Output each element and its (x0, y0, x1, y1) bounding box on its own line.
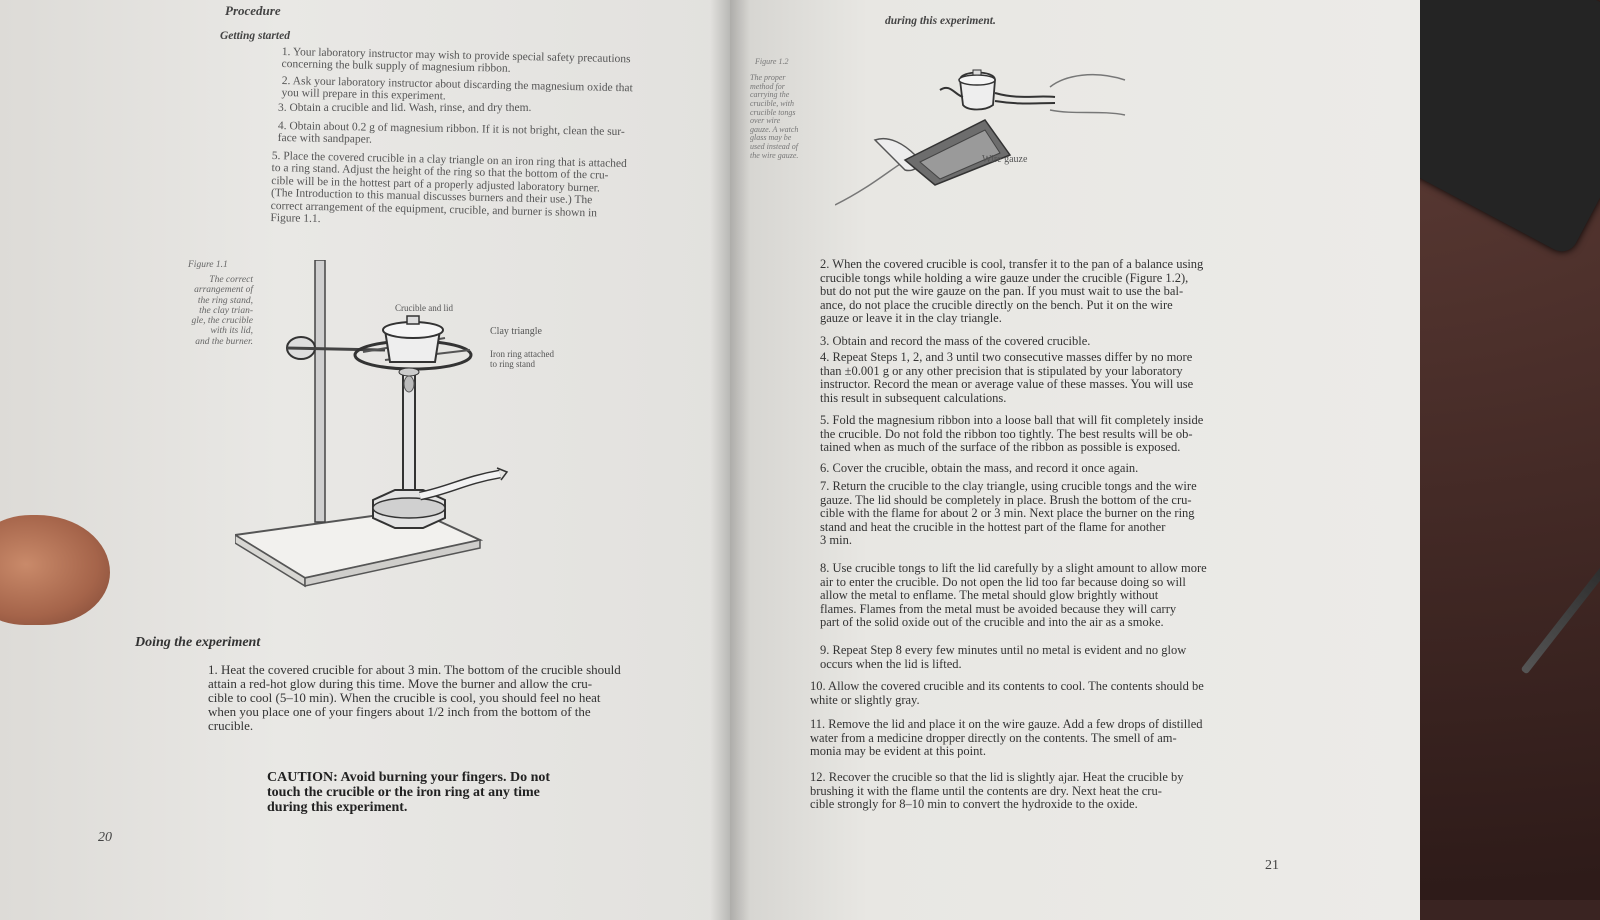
ring-stand-diagram (235, 260, 545, 600)
doing-experiment-heading: Doing the experiment (135, 635, 261, 650)
continued-text: during this experiment. (885, 15, 996, 27)
label-iron-ring: Iron ring attached to ring stand (490, 349, 554, 369)
caution-notice: CAUTION: Avoid burning your fingers. Do not touch the crucible or the iron ring at any time during this experiment. (267, 770, 551, 816)
experiment-step-9: 9. Repeat Step 8 every few minutes until no metal is evident and no glow occurs when the lid is lifted. (820, 643, 1187, 671)
book-gutter (710, 0, 750, 920)
setup-step-5: 5. Place the covered crucible in a clay triangle on an iron ring that is attached to a ring stand. Adjust the height of the ring so that the bottom of the cru- cible will be in the hottest part of a properly adjusted laboratory burner. (The Introduction to this manual discusses burners and their use.) The correct arrangement of the equipment, crucible, and burner is shown in Figure 1.1. (270, 150, 628, 226)
experiment-step-6: 6. Cover the crucible, obtain the mass, and record it once again. (820, 461, 1139, 475)
experiment-step-12: 12. Recover the crucible so that the lid is slightly ajar. Heat the crucible by brushing it with the flame until the contents are dry. Next heat the cru- cible strongly for 8–10 min to convert the hydroxide to the oxide. (810, 770, 1184, 811)
left-page (0, 0, 731, 920)
label-crucible-and-lid: Crucible and lid (395, 303, 453, 313)
label-wire-gauze: Wire gauze (982, 154, 1028, 165)
page-number-right: 21 (1265, 858, 1279, 873)
right-page (730, 0, 1420, 920)
figure-1-2-caption: The proper method for carrying the crucible, with crucible tongs over wire gauze. A watch glass may be used instead of the wire gauze. (750, 73, 799, 160)
crucible-tongs-diagram (835, 55, 1135, 225)
figure-1-1-caption: The correct arrangement of the ring stand, the clay trian- gle, the crucible with its lid, and the burner. (191, 275, 253, 347)
setup-step-4: 4. Obtain about 0.2 g of magnesium ribbon. If it is not bright, clean the sur- face with sandpaper. (277, 120, 625, 147)
experiment-step-2: 2. When the covered crucible is cool, transfer it to the pan of a balance using crucible tongs while holding a wire gauze under the crucible (Figure 1.2), but do not put the wire gauze on the pan. If you must wait to use the bal- ance, do not place the crucible directly on the bench. Put it on the wire gauze or leave it in the clay triangle. (820, 257, 1204, 325)
experiment-step-1: 1. Heat the covered crucible for about 3 min. The bottom of the crucible should attain a red-hot glow during this time. Move the burner and allow the cru- cible to cool (5–10 min). When the crucible is cool, you should feel no heat when you place one of your fingers about 1/2 inch from the bottom of the crucible. (208, 662, 621, 734)
experiment-step-11: 11. Remove the lid and place it on the wire gauze. Add a few drops of distilled water from a medicine dropper directly on the contents. The smell of am- monia may be evident at this point. (810, 717, 1203, 758)
experiment-step-3: 3. Obtain and record the mass of the covered crucible. (820, 334, 1091, 348)
figure-1-2-title: Figure 1.2 (755, 57, 789, 66)
label-clay-triangle: Clay triangle (490, 326, 542, 337)
procedure-heading: Procedure (225, 3, 281, 18)
experiment-step-7: 7. Return the crucible to the clay triangle, using crucible tongs and the wire gauze. The lid should be completely in place. Brush the bottom of the cru- cible with the flame for about 2 or 3 min. Next place the burner on the ring stand and heat the crucible in the hottest part of the flame for another 3 min. (820, 479, 1197, 547)
setup-step-3: 3. Obtain a crucible and lid. Wash, rinse, and dry them. (278, 102, 532, 114)
setup-step-2: 2. Ask your laboratory instructor about discarding the magnesium oxide that you will prepare in this experiment. (281, 75, 633, 103)
figure-1-1-title: Figure 1.1 (188, 260, 228, 270)
experiment-step-10: 10. Allow the covered crucible and its contents to cool. The contents should be white or slightly gray. (810, 679, 1204, 707)
getting-started-heading: Getting started (220, 30, 290, 42)
page-number-left: 20 (98, 830, 112, 845)
experiment-step-5: 5. Fold the magnesium ribbon into a loose ball that will fit completely inside the crucible. Do not fold the ribbon too tightly. The best results will be ob- tained when as much of the surface of the ribbon as possible is exposed. (820, 413, 1204, 454)
experiment-step-4: 4. Repeat Steps 1, 2, and 3 until two consecutive masses differ by no more than ±0.001 g or any other precision that is stipulated by your laboratory instructor. Record the mean or average value of these masses. You will use this result in subsequent calculations. (820, 350, 1194, 405)
setup-step-1: 1. Your laboratory instructor may wish to provide special safety precautions concerning the bulk supply of magnesium ribbon. (281, 46, 631, 76)
experiment-step-8: 8. Use crucible tongs to lift the lid carefully by a slight amount to allow more air to enter the crucible. Do not open the lid too far because doing so will allow the metal to enflame. The metal should glow brightly without flames. Flames from the metal must be avoided because they will carry part of the solid oxide out of the crucible and into the air as a smoke. (820, 561, 1207, 629)
